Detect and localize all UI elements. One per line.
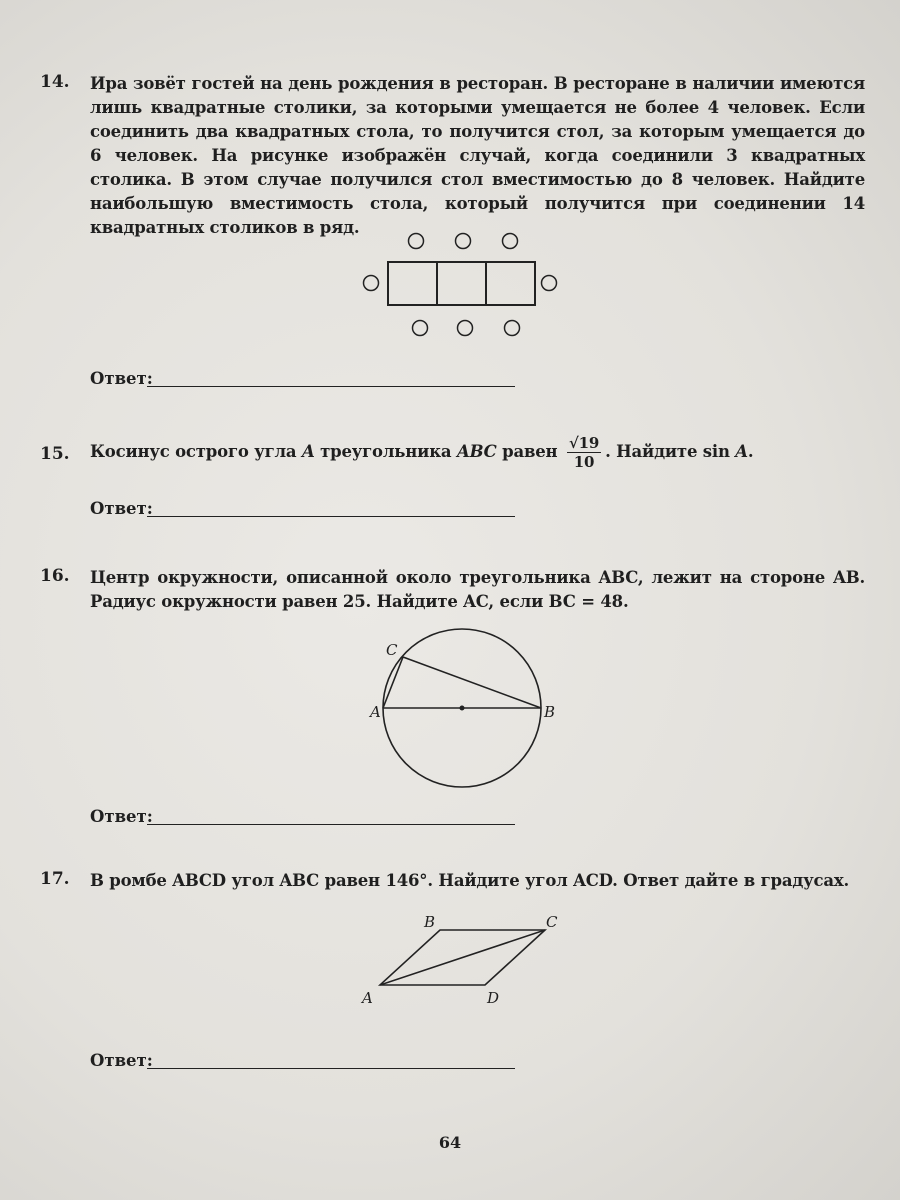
answer-field-17[interactable]: [147, 1068, 515, 1069]
problem-15-number: 15.: [40, 444, 70, 464]
text: равен: [502, 442, 558, 461]
label-a: A: [370, 703, 381, 721]
fraction: [567, 434, 601, 471]
answer-label-14: Ответ:: [90, 369, 153, 388]
circle-triangle-figure: [370, 625, 560, 795]
label-c: C: [386, 641, 398, 659]
denominator: 10: [573, 453, 595, 471]
text: .: [747, 442, 754, 461]
problem-16-number: 16.: [40, 566, 70, 586]
label-a: A: [362, 989, 373, 1007]
answer-field-14[interactable]: [147, 386, 515, 387]
problem-14-number: 14.: [40, 72, 70, 92]
problem-14-text: Ира зовёт гостей на день рождения в ресторан. В ресторане в наличии имеются лишь квадратные столики, за которыми умещается не более 4 человек. Если соединить два квадратных стола, то получится стол, за которым умещается до 6 человек. На рисунке изображён случай, когда соединили 3 квадратных столика. В этом случае получился стол вместимостью до 8 человек. Найдите наибольшую вместимость стола, который получится при соединении 14 квадратных столиков в ряд.: [90, 74, 865, 237]
tables-figure: [360, 225, 560, 340]
text: . Найдите sin: [605, 442, 730, 461]
answer-label-15: Ответ:: [90, 499, 153, 518]
problem-16-text: Центр окружности, описанной около треугольника ABC, лежит на стороне AB. Радиус окружности равен 25. Найдите AC, если BC = 48.: [90, 568, 865, 611]
problem-15-text: [90, 434, 790, 471]
var-a: A: [735, 442, 748, 461]
answer-field-15[interactable]: [147, 516, 515, 517]
answer-label-17: Ответ:: [90, 1051, 153, 1070]
answer-label-16: Ответ:: [90, 807, 153, 826]
text: Косинус острого угла: [90, 442, 297, 461]
var-a: A: [301, 442, 315, 461]
numerator: √19: [568, 434, 600, 452]
label-d: D: [487, 989, 500, 1007]
page-number: 64: [438, 1133, 462, 1152]
label-c: C: [546, 913, 558, 931]
answer-field-16[interactable]: [147, 824, 515, 825]
text: треугольника: [320, 442, 452, 461]
problem-17-number: 17.: [40, 869, 70, 889]
rhombus-figure: [360, 915, 570, 1005]
label-b: B: [424, 913, 436, 931]
var-abc: ABC: [456, 442, 497, 461]
label-b: B: [544, 703, 556, 721]
problem-17-text: В ромбе ABCD угол ABC равен 146°. Найдите угол ACD. Ответ дайте в градусах.: [90, 871, 850, 890]
